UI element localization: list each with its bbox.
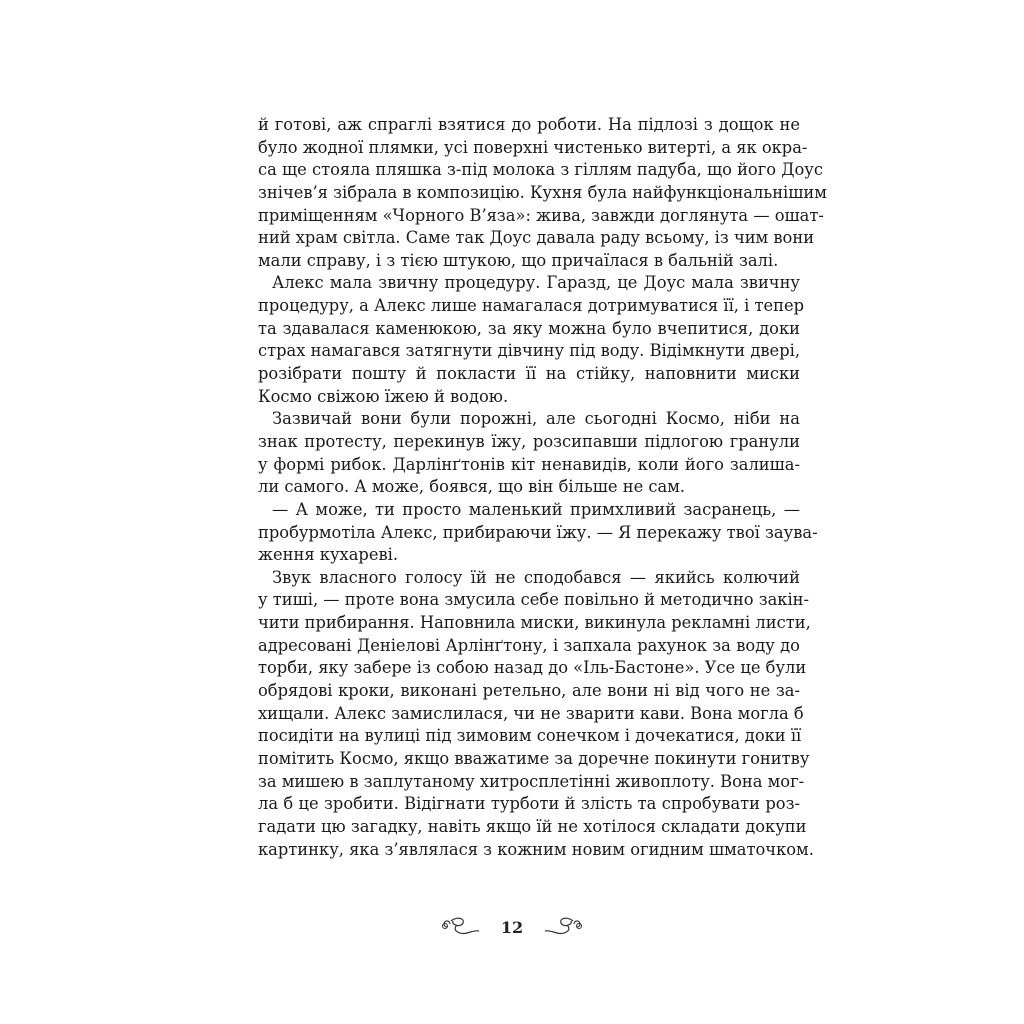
text-line: Звук власного голосу їй не сподобався — якийсь колючий — [272, 567, 800, 587]
text-line: хищали. Алекс замислилася, чи не зварити кави. Вона могла б — [258, 703, 804, 723]
page-number: 12 — [500, 917, 524, 937]
text-line: Зазвичай вони були порожні, але сьогодні Космо, ніби на — [272, 409, 800, 429]
text-line: Космо свіжою їжею й водою. — [258, 386, 509, 406]
text-line: мали справу, і з тією штукою, що причаїлася в бальній залі. — [258, 250, 779, 270]
text-line: у тиші, — проте вона змусила себе повільно й методично закін- — [258, 590, 810, 610]
text-line: приміщенням «Чорного В’яза»: жива, завжди доглянута — ошат- — [258, 205, 824, 225]
text-line: процедуру, а Алекс лише намагалася дотримуватися її, і тепер — [258, 296, 805, 316]
paragraph — [258, 272, 805, 408]
paragraph — [258, 408, 800, 499]
text-line: розібрати пошту й покласти її на стійку, наповнити миски — [258, 364, 800, 384]
text-line: гадати цю загадку, навіть якщо їй не хотілося складати докупи — [258, 816, 807, 836]
ornament-right-icon — [537, 915, 587, 939]
ornament-left-icon — [437, 915, 487, 939]
text-line: чити прибирання. Наповнила миски, викинула рекламні листи, — [258, 613, 811, 633]
text-line: ний храм світла. Саме так Доус давала раду всьому, із чим вони — [258, 228, 815, 248]
page-footer — [0, 912, 1024, 942]
paragraph — [258, 499, 818, 567]
text-line: са ще стояла пляшка з-під молока з гіллям падуба, що його Доус — [258, 160, 823, 180]
text-line: та здавалася каменюкою, за яку можна було вчепитися, доки — [258, 318, 800, 338]
page-body-text — [258, 114, 827, 861]
text-line: ли самого. А може, боявся, що він більше не сам. — [258, 477, 686, 497]
text-line: знічев’я зібрала в композицію. Кухня була найфункціональнішим — [258, 182, 827, 202]
text-line: посидіти на вулиці під зимовим сонечком і дочекатися, доки її — [258, 726, 802, 746]
text-line: обрядові кроки, виконані ретельно, але вони ні від чого не за- — [258, 681, 800, 701]
text-line: картинку, яка з’являлася з кожним новим огидним шматочком. — [258, 839, 814, 859]
text-line: — А може, ти просто маленький примхливий засранець, — — [272, 499, 800, 519]
text-line: помітить Космо, якщо вважатиме за доречне покинути гонитву — [258, 748, 810, 768]
paragraph — [258, 114, 827, 272]
text-line: страх намагався затягнути дівчину під воду. Відімкнути двері, — [258, 341, 800, 361]
text-line: ла б це зробити. Відігнати турботи й злість та спробувати роз- — [258, 794, 800, 814]
text-line: у формі рибок. Дарлінґтонів кіт ненавидів, коли його залиша- — [258, 454, 800, 474]
text-line: ження кухареві. — [258, 545, 399, 565]
text-line: й готові, аж спраглі взятися до роботи. На підлозі з дощок не — [258, 115, 800, 134]
text-line: знак протесту, перекинув їжу, розсипавши підлогою гранули — [258, 431, 800, 451]
text-line: було жодної плямки, усі поверхні чистенько витерті, а як окра- — [258, 137, 808, 157]
text-line: пробурмотіла Алекс, прибираючи їжу. — Я перекажу твої заува- — [258, 522, 818, 542]
paragraph — [258, 567, 814, 861]
text-line: за мишею в заплутаному хитросплетінні живоплоту. Вона мог- — [258, 771, 805, 791]
text-line: адресовані Деніелові Арлінґтону, і запхала рахунок за воду до — [258, 635, 800, 655]
text-line: Алекс мала звичну процедуру. Гаразд, це Доус мала звичну — [272, 273, 800, 293]
text-line: торби, яку забере із собою назад до «Іль-Бастоне». Усе це були — [258, 658, 807, 678]
